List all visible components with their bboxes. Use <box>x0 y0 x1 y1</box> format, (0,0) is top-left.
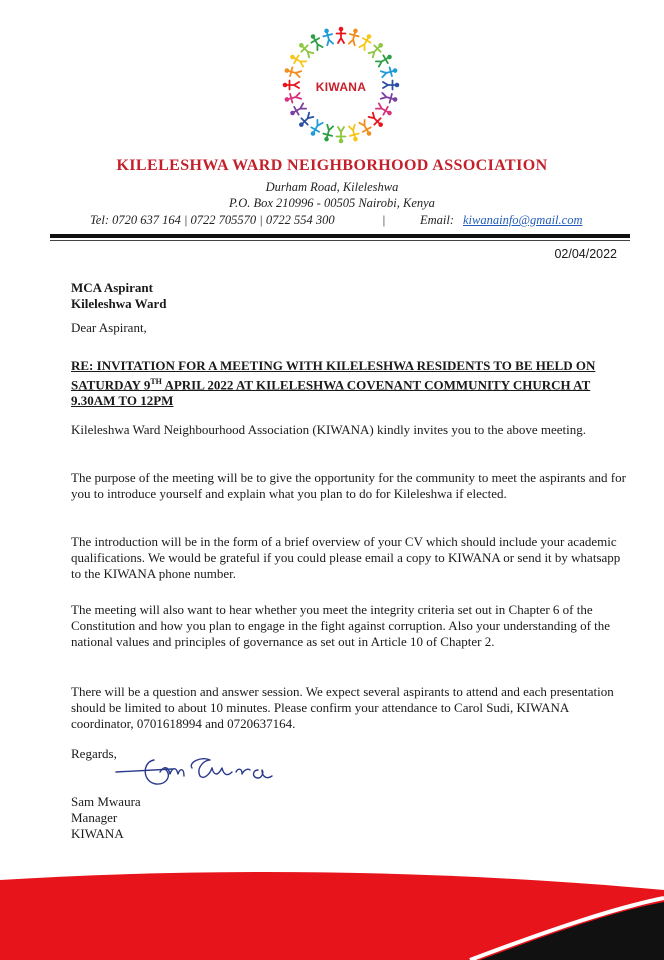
logo-figure <box>375 52 394 68</box>
logo-figure <box>375 102 394 118</box>
subject-part-2: APRIL 2022 AT KILELESHWA COVENANT COMMUNITY CHURCH AT 9.30AM TO 12PM <box>71 377 591 409</box>
email-label: Email: <box>420 213 455 227</box>
recipient-block <box>71 280 166 312</box>
paragraph-introduction: The introduction will be in the form of a brief overview of your CV which should include your academic qualifications. We would be grateful if you could please email a copy to KIWANA or send it by whatsapp to the KIWANA phone number. <box>71 534 621 581</box>
recipient-title: MCA Aspirant <box>71 280 153 295</box>
logo-figure <box>322 124 335 142</box>
paragraph-session: There will be a question and answer session. We expect several aspirants to attend and each presentation should be limited to about 10 minutes. Please confirm your attendance to Carol Sudi, KIWANA coordinator, 0701618994 and 0720637164. <box>71 684 614 731</box>
paragraph-invitation: Kileleshwa Ward Neighbourhood Association (KIWANA) kindly invites you to the above meeting. <box>71 422 587 437</box>
signer-organization: KIWANA <box>71 826 124 841</box>
header-rule-thin <box>50 240 630 241</box>
header-rule-thick <box>50 234 630 238</box>
logo-text: KIWANA <box>315 80 367 94</box>
logo-figure <box>358 32 374 51</box>
logo-figure <box>358 119 374 138</box>
logo-figure <box>308 119 324 138</box>
email-link[interactable]: kiwanainfo@gmail.com <box>463 213 583 227</box>
contact-separator: | <box>382 213 386 227</box>
subject-line <box>71 358 631 409</box>
logo-figure <box>337 127 346 143</box>
paragraph-purpose: The purpose of the meeting will be to give the opportunity for the community to meet the aspirants and for you to introduce yourself and explain what you plan to do for Kileleshwa if elected. <box>71 470 626 501</box>
handwritten-signature <box>112 752 292 792</box>
logo-figure <box>347 28 360 46</box>
letter-date: 02/04/2022 <box>554 247 617 261</box>
salutation: Dear Aspirant, <box>71 320 147 335</box>
logo-figure <box>288 102 307 118</box>
signer-title: Manager <box>71 810 118 825</box>
address-line-2: P.O. Box 210996 - 00505 Nairobi, Kenya <box>229 196 435 210</box>
logo-figure <box>347 124 360 142</box>
logo-figure <box>288 52 307 68</box>
paragraph-integrity: The meeting will also want to hear whether you meet the integrity criteria set out in Chapter 6 of the Constitution and how you plan to engage in the fight against corruption. Also your understanding of the national values and principles of governance as set out in Article 10 of Chapter 2. <box>71 602 611 649</box>
kiwana-logo <box>278 22 404 148</box>
logo-figure <box>322 28 335 46</box>
subject-superscript: TH <box>150 377 162 386</box>
signer-name: Sam Mwaura <box>71 794 141 809</box>
organization-name: KILELESHWA WARD NEIGHBORHOOD ASSOCIATION <box>116 157 548 174</box>
address-line-1: Durham Road, Kileleshwa <box>265 180 399 194</box>
footer-band <box>0 850 664 960</box>
logo-figure <box>284 66 302 79</box>
subject-part-1: RE: INVITATION FOR A MEETING WITH KILELESHWA RESIDENTS TO BE HELD ON SATURDAY 9 <box>71 358 596 393</box>
logo-figure <box>337 27 346 43</box>
contact-line <box>90 213 630 228</box>
telephone-numbers: Tel: 0720 637 164 | 0722 705570 | 0722 554 300 <box>90 213 335 227</box>
closing: Regards, <box>71 746 117 761</box>
signature-block <box>71 794 141 842</box>
logo-figure <box>308 32 324 51</box>
recipient-ward: Kileleshwa Ward <box>71 296 167 311</box>
logo-figure <box>380 66 398 79</box>
